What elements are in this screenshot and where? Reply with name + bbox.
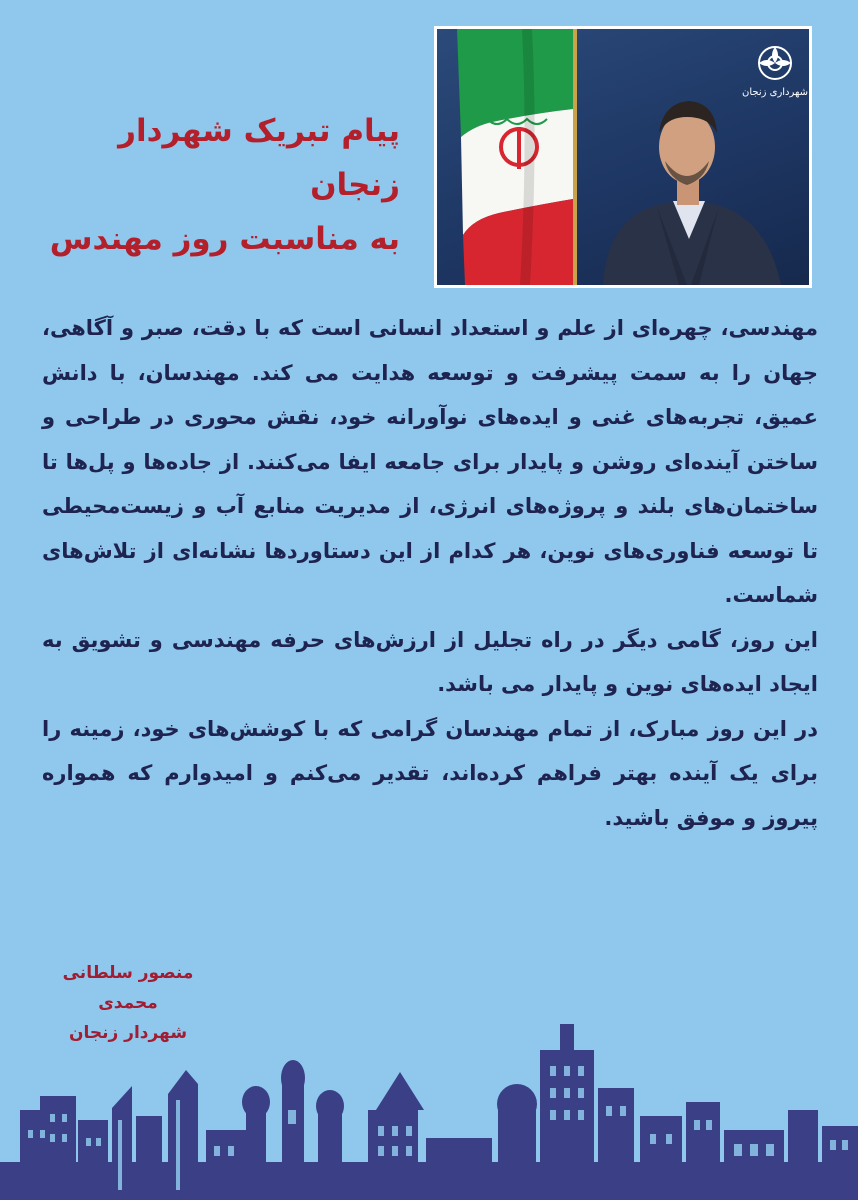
message-body	[42, 306, 818, 840]
page-title	[20, 104, 400, 266]
municipality-logo	[759, 47, 791, 79]
logo-caption: شهرداری زنجان	[741, 87, 809, 98]
city-skyline	[0, 1010, 858, 1200]
mayor-photo	[434, 26, 812, 288]
signature-name: منصور سلطانی محمدی	[62, 963, 194, 1013]
message-paragraph-1: مهندسی، چهره‌ای از علم و استعداد انسانی است که با دقت، صبر و آگاهی، جهان را به سمت پیشرفت و توسعه هدایت می کند. مهندسان، با دانش عمیق، تجربه‌های غنی و ایده‌های نوآورانه خود، نقش محوری در طراحی و ساختن آینده‌ای روشن و پایدار برای جامعه ایفا می‌کنند. از جاده‌ها و پل‌ها تا ساختمان‌های بلند و پروژه‌های انرژی، از مدیریت منابع آب و زیست‌محیطی تا توسعه فناوری‌های نوین، هر کدام از این دستاوردها نشانه‌ای از تلاش‌های شماست.	[42, 316, 818, 607]
mayor-portrait	[603, 101, 781, 285]
message-paragraph-2: این روز، گامی دیگر در راه تجلیل از ارزش‌های حرفه مهندسی و تشویق به ایجاد ایده‌های نوین و پایدار می باشد.	[42, 627, 818, 696]
message-paragraph-3: در این روز مبارک، از تمام مهندسان گرامی که با کوشش‌های خود، زمینه را برای یک آینده بهتر فراهم کرده‌اند، تقدیر می‌کنم و امیدوارم که همواره پیروز و موفق باشید.	[42, 716, 818, 830]
photo-illustration	[437, 29, 809, 285]
title-line-1: پیام تبریک شهردار زنجان	[118, 113, 400, 203]
signature-position: شهردار زنجان	[68, 1023, 188, 1043]
title-line-2: به مناسبت روز مهندس	[49, 221, 400, 257]
